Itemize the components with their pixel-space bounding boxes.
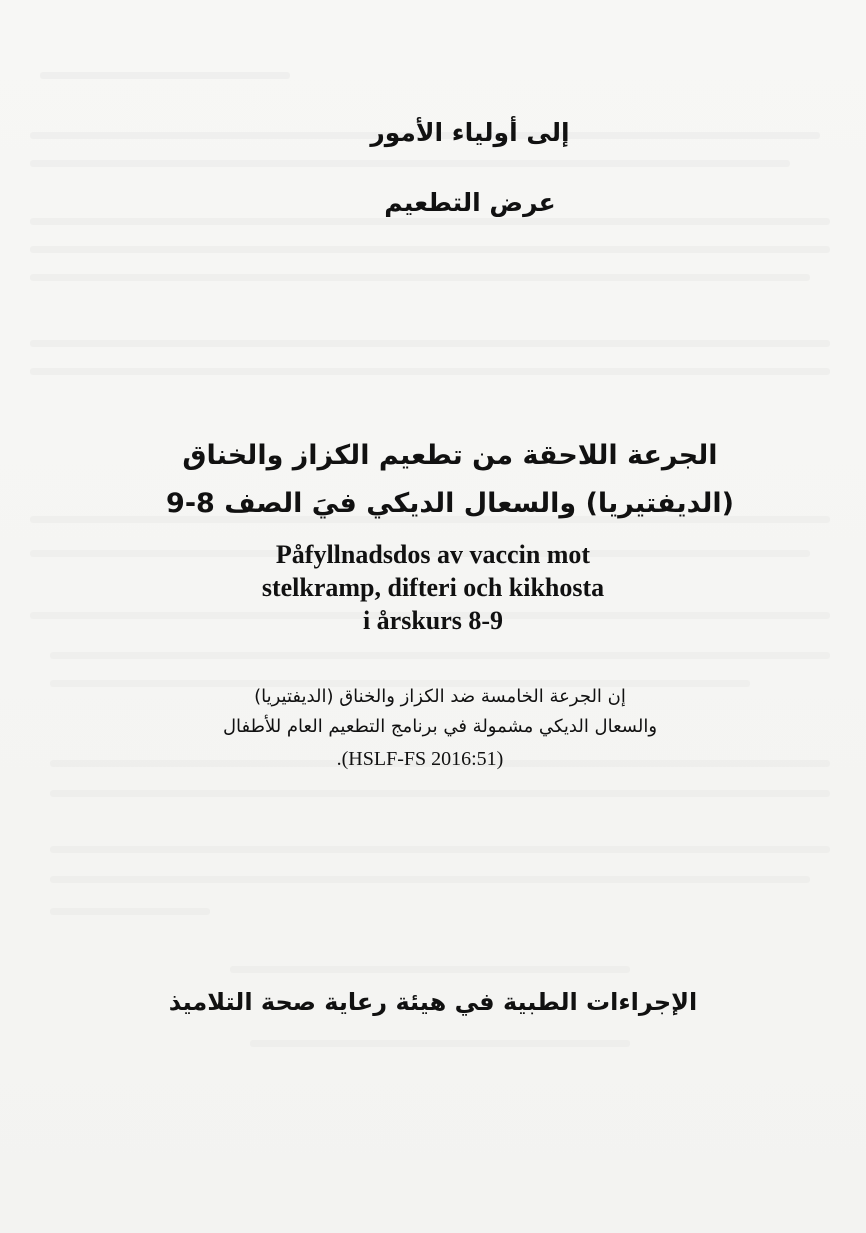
bleed-through-mark	[250, 1040, 630, 1047]
bleed-through-mark	[50, 846, 830, 853]
bleed-through-mark	[30, 274, 810, 281]
arabic-title-line-1: الجرعة اللاحقة من تطعيم الكزاز والخناق	[182, 440, 718, 471]
body-text-line-2: والسعال الديكي مشمولة في برنامج التطعيم العام للأطفال	[222, 716, 658, 737]
bleed-through-mark	[30, 246, 830, 253]
arabic-title-line-2: (الديفتيريا) والسعال الديكي فيَ الصف 8-9	[166, 488, 734, 519]
greeting-heading: إلى أولياء الأمور	[370, 118, 570, 147]
swedish-title	[0, 538, 866, 637]
bleed-through-mark	[30, 368, 830, 375]
swedish-title-line-1: Påfyllnadsdos av vaccin mot	[275, 540, 591, 569]
bleed-through-mark	[30, 218, 830, 225]
bleed-through-mark	[50, 908, 210, 915]
bleed-through-mark	[230, 966, 630, 973]
bleed-through-mark	[50, 876, 810, 883]
bleed-through-mark	[30, 160, 790, 167]
bleed-through-mark	[50, 652, 830, 659]
bleed-through-mark	[30, 340, 830, 347]
bleed-through-mark	[40, 72, 290, 79]
body-text-reference: .(HSLF-FS 2016:51)	[336, 748, 504, 770]
swedish-title-line-3: i årskurs 8-9	[362, 606, 504, 635]
swedish-title-line-2: stelkramp, difteri och kikhosta	[261, 573, 605, 602]
offer-heading: عرض التطعيم	[384, 188, 556, 217]
footer-sender: الإجراءات الطبية في هيئة رعاية صحة التلاميذ	[168, 988, 698, 1016]
body-text-line-1: إن الجرعة الخامسة ضد الكزاز والخناق (الديفتيريا)	[254, 686, 626, 707]
bleed-through-mark	[50, 790, 830, 797]
